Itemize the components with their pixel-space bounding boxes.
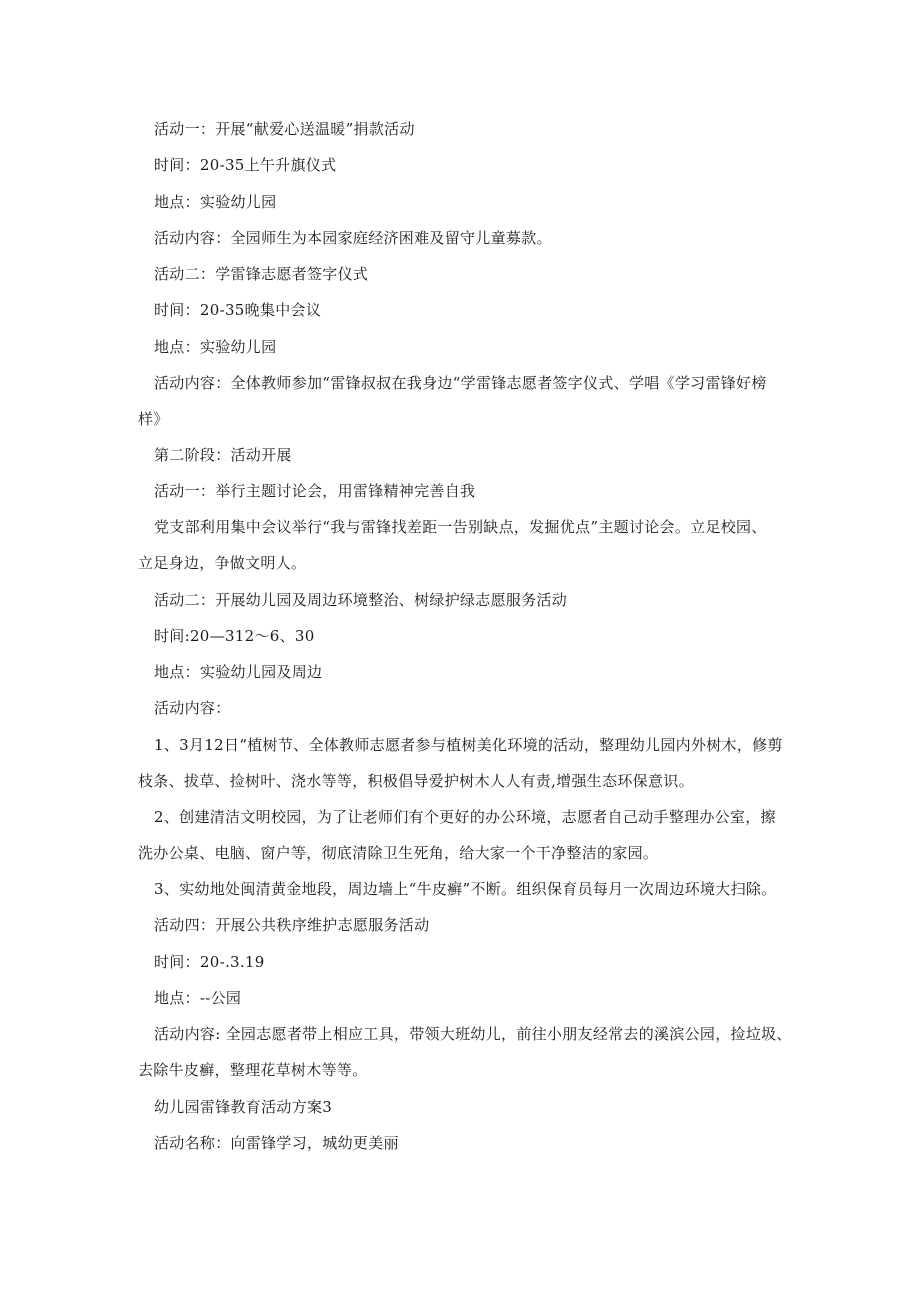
- paragraph-stage-2-activity-2-time: [154, 618, 315, 654]
- paragraph-activity-4-location: [154, 980, 241, 1016]
- text-line: 2、创建清洁文明校园，为了让老师们有个更好的办公环境，志愿者自己动手整理办公室，擦: [154, 808, 776, 826]
- paragraph-activity-1-time: [154, 147, 336, 183]
- paragraph-stage-2-activity-2-location: [154, 654, 322, 690]
- text-line: 时间：20-.3.19: [154, 953, 265, 971]
- text-line: 地点：实验幼儿园及周边: [154, 663, 323, 681]
- text-line: 活动四：开展公共秩序维护志愿服务活动: [154, 916, 430, 934]
- text-line: 去除牛皮癣，整理花草树木等等。: [138, 1061, 368, 1079]
- text-line: 立足身边，争做文明人。: [138, 554, 307, 572]
- text-line: 活动二：学雷锋志愿者签字仪式: [154, 265, 369, 283]
- text-line: 地点：实验幼儿园: [154, 338, 277, 356]
- paragraph-plan-3-heading: [154, 1089, 332, 1125]
- text-line: 地点：--公园: [154, 989, 242, 1007]
- paragraph-item-3: [154, 871, 776, 907]
- paragraph-activity-4-title: [154, 907, 429, 943]
- text-line: 时间：20-35晚集中会议: [154, 301, 322, 319]
- paragraph-activity-1-location: [154, 184, 276, 220]
- text-line: 枝条、拔草、捡树叶、浇水等等，积极倡导爱护树木人人有责,增强生态环保意识。: [138, 772, 694, 790]
- paragraph-activity-2-time: [154, 292, 321, 328]
- text-line: 活动一：开展“献爱心送温暖”捐款活动: [154, 120, 415, 138]
- text-line: 活动名称：向雷锋学习，城幼更美丽: [154, 1134, 399, 1152]
- text-line: 活动一：举行主题讨论会，用雷锋精神完善自我: [154, 482, 476, 500]
- paragraph-activity-1-title: [154, 111, 415, 147]
- text-line: 时间:20—312～6、30: [154, 627, 315, 645]
- paragraph-activity-content-heading: [154, 690, 231, 726]
- text-line: 样》: [138, 410, 169, 428]
- text-line: 1、3月12日“植树节、全体教师志愿者参与植树美化环境的活动，整理幼儿园内外树木，修剪: [154, 736, 783, 754]
- paragraph-plan-3-activity-name: [154, 1125, 399, 1161]
- paragraph-stage-2-heading: [154, 437, 292, 473]
- paragraph-activity-2-content: [0, 365, 767, 437]
- paragraph-activity-4-content: [0, 1016, 792, 1088]
- text-line: 第二阶段：活动开展: [154, 446, 292, 464]
- text-line: 活动内容：: [154, 699, 231, 717]
- text-line: 洗办公桌、电脑、窗户等，彻底清除卫生死角，给大家一个干净整洁的家园。: [138, 844, 659, 862]
- text-line: 活动内容：全体教师参加“雷锋叔叔在我身边“学雷锋志愿者签字仪式、学唱《学习雷锋好榜: [154, 374, 767, 392]
- paragraph-activity-2-location: [154, 329, 276, 365]
- text-line: 地点：实验幼儿园: [154, 193, 277, 211]
- text-line: 活动二：开展幼儿园及周边环境整治、树绿护绿志愿服务活动: [154, 591, 568, 609]
- paragraph-activity-4-time: [154, 944, 265, 980]
- paragraph-activity-1-content: [154, 220, 552, 256]
- text-line: 3、实幼地处闽清黄金地段，周边墙上“牛皮癣”不断。组织保育员每月一次周边环境大扫除。: [154, 880, 777, 898]
- text-line: 时间：20-35上午升旗仪式: [154, 156, 337, 174]
- text-line: 活动内容：全园师生为本园家庭经济困难及留守儿童募款。: [154, 229, 552, 247]
- text-line: 党支部利用集中会议举行“我与雷锋找差距一告别缺点，发掘优点”主题讨论会。立足校园、: [154, 518, 767, 536]
- paragraph-item-2: [0, 799, 776, 871]
- paragraph-activity-2-title: [154, 256, 368, 292]
- paragraph-stage-2-activity-1-title: [154, 473, 475, 509]
- paragraph-stage-2-activity-2-title: [154, 582, 567, 618]
- paragraph-discussion-body: [0, 509, 767, 581]
- text-line: 幼儿园雷锋教育活动方案3: [154, 1098, 333, 1116]
- text-line: 活动内容: 全园志愿者带上相应工具，带领大班幼儿，前往小朋友经常去的溪滨公园，捡垃圾、: [154, 1025, 792, 1043]
- paragraph-item-1: [0, 727, 783, 799]
